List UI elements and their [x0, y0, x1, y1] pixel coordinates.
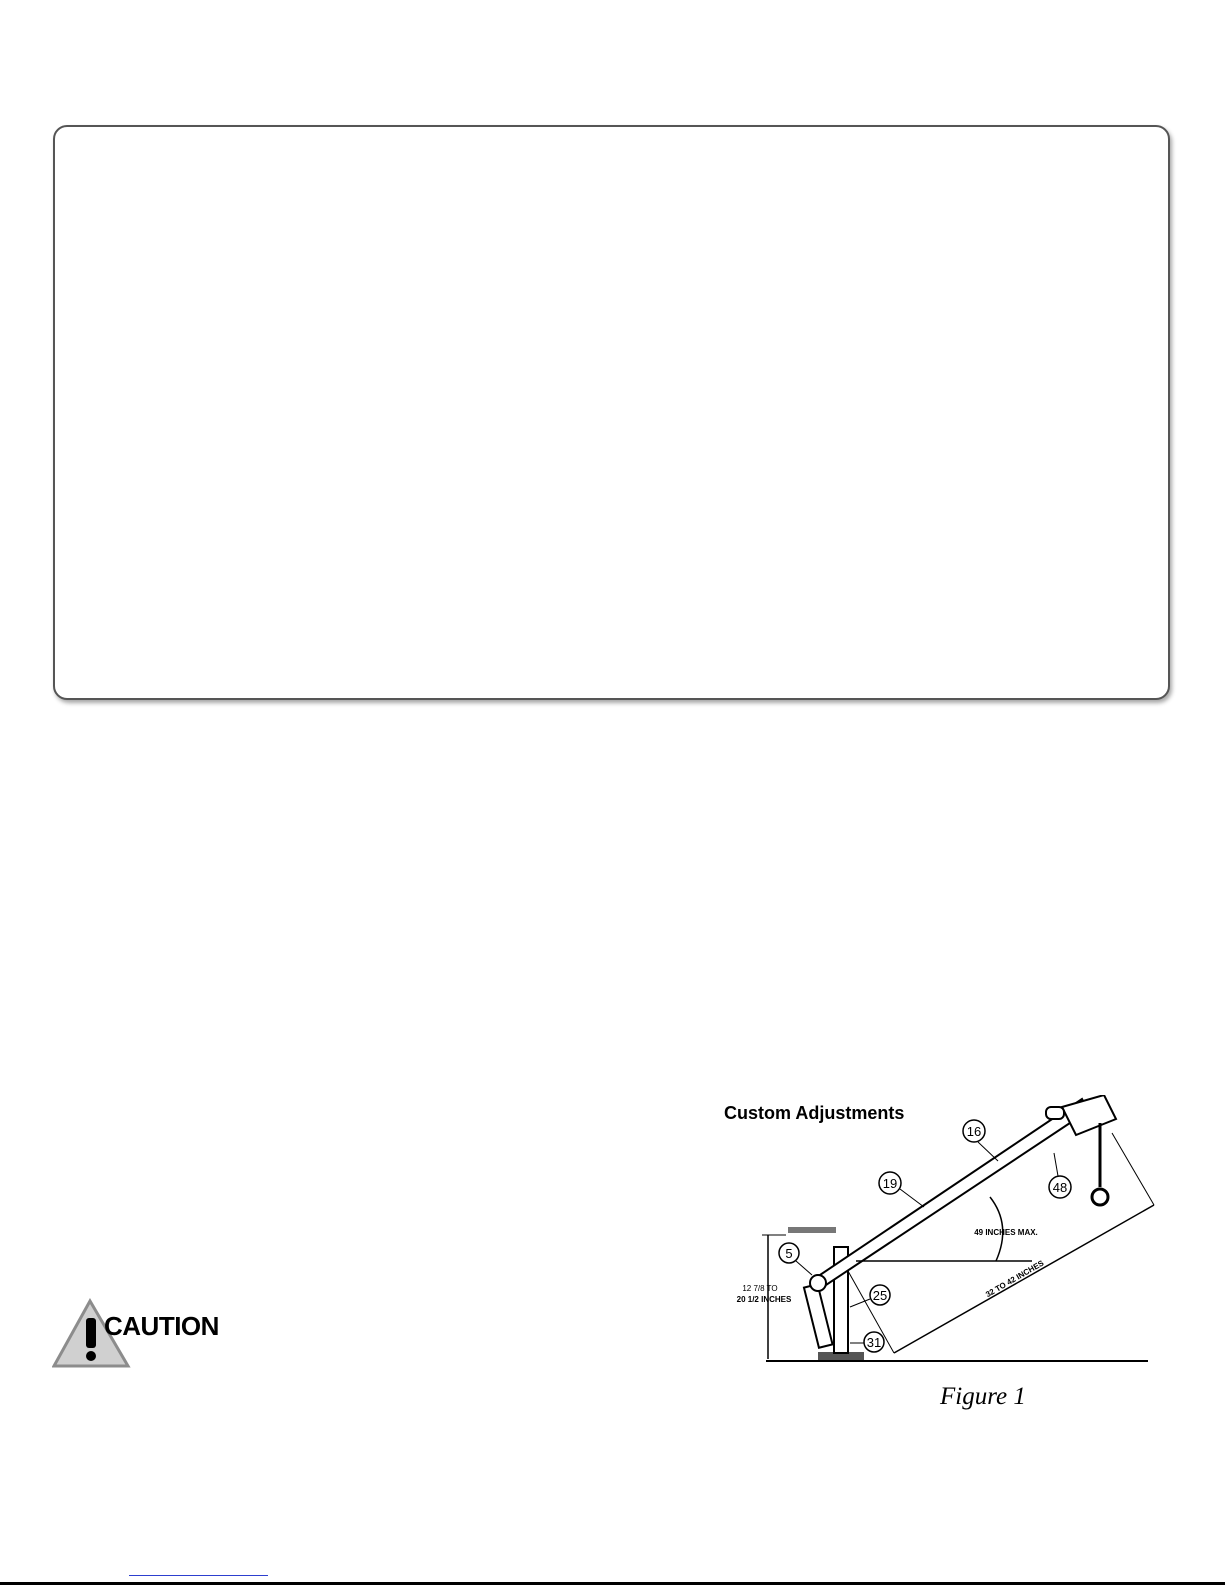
footer-link-underline[interactable] — [129, 1575, 268, 1576]
boom-pivot — [810, 1275, 826, 1291]
figure-caption: Figure 1 — [940, 1383, 1026, 1410]
boom-head — [1062, 1095, 1116, 1135]
svg-text:48: 48 — [1052, 1180, 1068, 1195]
light — [1046, 1107, 1064, 1119]
content-panel — [53, 125, 1170, 700]
caution-block — [52, 1298, 252, 1370]
dim-boom-height: 49 INCHES MAX. — [974, 1228, 1038, 1237]
svg-text:19: 19 — [882, 1176, 898, 1191]
hook — [1092, 1189, 1108, 1205]
callout-5 — [779, 1243, 812, 1275]
svg-text:25: 25 — [872, 1288, 888, 1303]
svg-text:31: 31 — [866, 1335, 882, 1350]
callout-16 — [963, 1120, 998, 1161]
figure-title: Custom Adjustments — [724, 1103, 905, 1123]
svg-text:5: 5 — [785, 1246, 793, 1261]
caution-label: CAUTION — [104, 1311, 219, 1341]
dim-height-line2: 20 1/2 INCHES — [736, 1295, 792, 1304]
callout-25 — [850, 1285, 890, 1307]
dim-reach: 32 TO 42 INCHES — [984, 1258, 1046, 1300]
callout-48 — [1049, 1153, 1071, 1198]
crane-diagram — [716, 1095, 1172, 1413]
dim-height-line1: 12 7/8 TO — [742, 1284, 778, 1293]
jack-cylinder — [804, 1284, 833, 1348]
svg-text:16: 16 — [966, 1124, 982, 1139]
callout-19 — [879, 1172, 924, 1207]
callout-31 — [850, 1332, 884, 1352]
winch-plate — [788, 1227, 836, 1233]
